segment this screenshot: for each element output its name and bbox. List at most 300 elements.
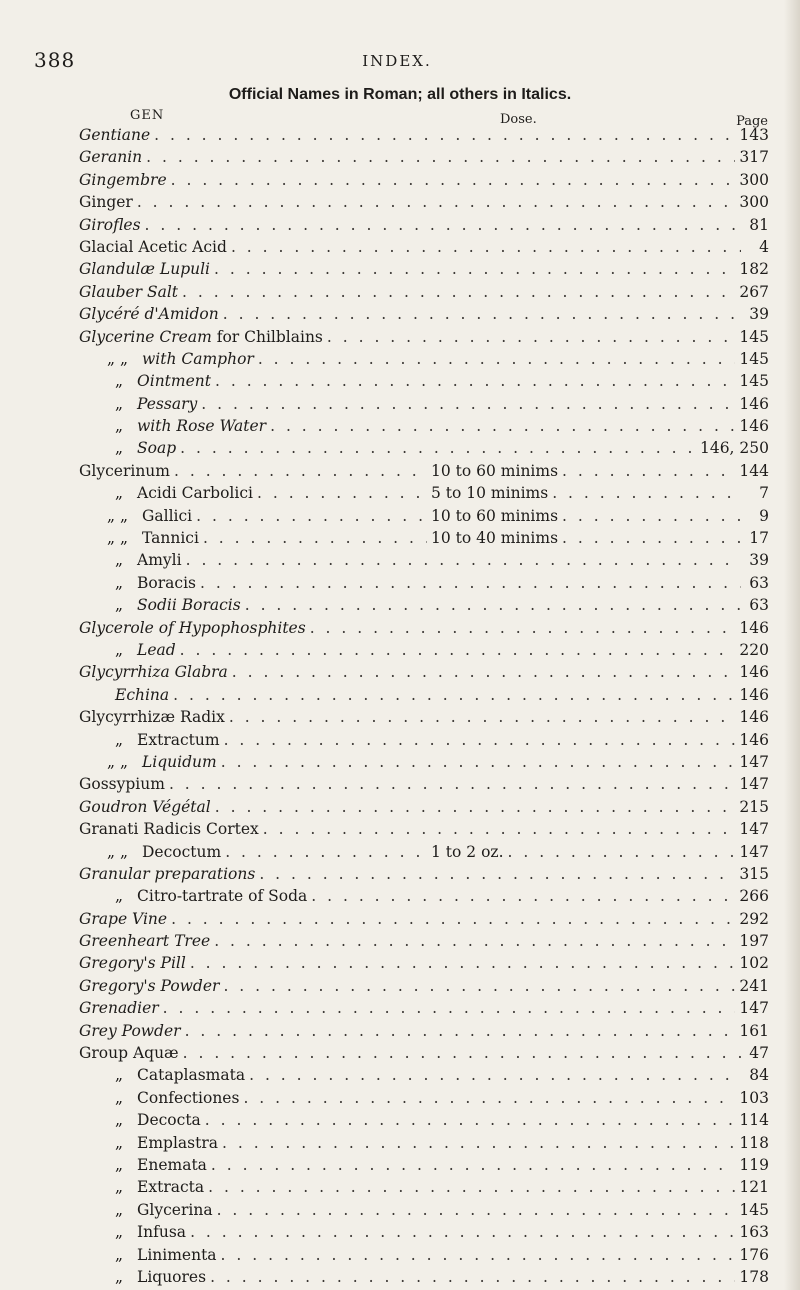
dot-leader: [185, 1022, 736, 1040]
dot-leader: [311, 887, 735, 905]
entry-dose: 5 to 10 minims: [431, 484, 549, 503]
index-entry: [79, 484, 769, 506]
entry-name: [79, 641, 176, 659]
ditto-mark: „: [115, 640, 124, 659]
entry-page: 145: [739, 372, 769, 391]
dot-leader: [222, 1134, 735, 1152]
entry-page: 300: [739, 170, 769, 189]
dot-leader: [203, 529, 427, 547]
entry-name: [79, 999, 159, 1017]
index-entry: [79, 529, 769, 551]
ditto-mark: „ „: [107, 349, 128, 368]
index-entry: [79, 171, 769, 193]
dot-leader: [146, 148, 735, 166]
ditto-mark: „: [115, 1245, 124, 1264]
ditto-mark: „: [115, 1088, 124, 1107]
entry-name: [79, 216, 141, 234]
dot-leader: [221, 1246, 736, 1264]
dot-leader: [215, 372, 735, 390]
entry-name: [79, 126, 150, 144]
ditto-mark: „ „: [107, 752, 128, 771]
index-entry: [79, 820, 769, 842]
index-entry: [79, 1111, 769, 1133]
entry-title: Tannici: [142, 529, 199, 548]
dot-leader: [224, 731, 736, 749]
dot-leader: [245, 596, 741, 614]
dot-leader: [508, 843, 736, 861]
entry-title: Citro-tartrate of Soda: [137, 887, 308, 906]
ditto-mark: „: [115, 394, 124, 413]
ditto-mark: „ „: [107, 506, 128, 525]
dot-leader: [137, 193, 736, 211]
entry-title: with Camphor: [142, 349, 254, 368]
entry-title: Glandulæ Lupuli: [79, 260, 211, 279]
entry-title: Glycerinum: [79, 461, 170, 480]
dot-leader: [186, 551, 741, 569]
entry-title: with Rose Water: [137, 417, 267, 436]
dot-leader: [562, 462, 735, 480]
entry-name: [79, 395, 197, 413]
page-number: 388: [34, 48, 76, 72]
entry-name: [79, 910, 167, 928]
entry-name: [79, 843, 221, 861]
dot-leader: [190, 954, 736, 972]
dot-leader: [249, 1066, 741, 1084]
index-entry: [79, 283, 769, 305]
entry-page: 144: [739, 461, 769, 480]
ditto-mark: „: [115, 1178, 124, 1197]
entry-page: 182: [739, 260, 769, 279]
entry-page: 143: [739, 126, 769, 144]
index-entry: [79, 708, 769, 730]
dot-leader: [183, 1044, 741, 1062]
entry-page: 145: [739, 349, 769, 368]
entry-name: [79, 1044, 179, 1062]
entry-name: [79, 865, 255, 883]
entry-title: Gentiane: [79, 126, 151, 144]
index-entries: [79, 126, 769, 1290]
entry-name: [79, 1268, 206, 1286]
index-entry: [79, 686, 769, 708]
entry-title: Soap: [137, 439, 177, 458]
entry-title: Lead: [137, 640, 176, 659]
entry-name: [79, 551, 182, 569]
entry-title: Infusa: [137, 1223, 187, 1242]
ditto-mark: „: [115, 484, 124, 503]
entry-page: 146: [739, 394, 769, 413]
entry-page: 114: [739, 1111, 769, 1130]
dot-leader: [327, 328, 736, 346]
entry-page: 292: [739, 909, 769, 928]
index-entry: [79, 328, 769, 350]
ditto-mark: „ „: [107, 842, 128, 861]
entry-name: [79, 372, 211, 390]
ditto-mark: „: [115, 1155, 124, 1174]
entry-name: [79, 507, 192, 525]
ditto-mark: „: [115, 1200, 124, 1219]
entry-page: 121: [739, 1178, 769, 1197]
dot-leader: [214, 932, 735, 950]
entry-name: [79, 417, 266, 435]
entry-page: 146: [739, 663, 769, 682]
entry-title: Gregory's Powder: [79, 976, 220, 995]
entry-page: 81: [749, 215, 769, 234]
dot-leader: [270, 417, 735, 435]
index-entry: [79, 1022, 769, 1044]
entry-title: Glycyrrhizæ Radix: [79, 708, 225, 727]
dot-leader: [562, 507, 741, 525]
dot-leader: [145, 216, 741, 234]
entry-name: [79, 238, 227, 256]
entry-name: [79, 753, 217, 771]
entry-title: Decocta: [137, 1111, 201, 1130]
entry-page: 63: [749, 573, 769, 592]
entry-page: 220: [739, 640, 769, 659]
index-entry: [79, 1089, 769, 1111]
entry-page: 103: [739, 1088, 769, 1107]
column-headers: [80, 108, 768, 128]
ditto-mark: „ „: [107, 529, 128, 548]
dot-leader: [200, 574, 741, 592]
index-entry: [79, 551, 769, 573]
dot-leader: [180, 439, 696, 457]
ditto-mark: „: [115, 1133, 124, 1152]
entry-page: 178: [739, 1267, 769, 1286]
running-head: INDEX.: [362, 52, 432, 70]
entry-page: 118: [739, 1133, 769, 1152]
entry-name: [79, 775, 165, 793]
entry-page: 119: [739, 1155, 769, 1174]
dot-leader: [208, 1178, 735, 1196]
entry-page: 163: [739, 1223, 769, 1242]
entry-name: [79, 283, 178, 301]
index-entry: [79, 1201, 769, 1223]
entry-title: Echina: [115, 685, 170, 704]
ditto-mark: „: [115, 551, 124, 570]
dot-leader: [257, 484, 427, 502]
entry-page: 215: [739, 797, 769, 816]
gen-column-header: GEN: [130, 108, 165, 123]
entry-page: 17: [749, 529, 769, 548]
entry-title: Ginger: [79, 193, 133, 212]
entry-title: Grape Vine: [79, 909, 168, 928]
entry-title: Greenheart Tree: [79, 932, 211, 951]
entry-name: [79, 887, 307, 905]
index-entry: [79, 1134, 769, 1156]
entry-name: [79, 529, 199, 547]
dot-leader: [163, 999, 736, 1017]
dot-leader: [215, 798, 736, 816]
entry-title: Glycéré d'Amidon: [79, 305, 219, 324]
entry-name: [79, 686, 169, 704]
index-entry: [79, 641, 769, 663]
index-entry: [79, 865, 769, 887]
entry-name: [79, 596, 241, 614]
entry-name: [79, 260, 210, 278]
entry-name: [79, 663, 228, 681]
entry-title: Group Aquæ: [79, 1044, 179, 1063]
index-entry: [79, 887, 769, 909]
index-entry: [79, 910, 769, 932]
entry-title: Boracis: [137, 573, 196, 592]
index-entry: [79, 932, 769, 954]
entry-title: Emplastra: [137, 1133, 218, 1152]
entry-page: 63: [749, 596, 769, 615]
entry-name: [79, 1201, 213, 1219]
index-entry: [79, 372, 769, 394]
entry-page: 266: [739, 887, 769, 906]
entry-title: Confectiones: [137, 1088, 240, 1107]
index-entry: [79, 1223, 769, 1245]
dot-leader: [552, 484, 741, 502]
dot-leader: [223, 977, 735, 995]
index-entry: [79, 731, 769, 753]
entry-title: Glycyrrhiza Glabra: [79, 663, 228, 682]
entry-title: Granular preparations: [79, 864, 256, 883]
entry-name: [79, 1223, 186, 1241]
ditto-mark: „: [115, 596, 124, 615]
entry-name: [79, 484, 253, 502]
entry-name: [79, 1156, 207, 1174]
index-entry: [79, 619, 769, 641]
entry-title: Gregory's Pill: [79, 954, 186, 973]
entry-title: Girofles: [79, 215, 141, 234]
entry-dose: 10 to 40 minims: [431, 529, 559, 548]
entry-dose: 10 to 60 minims: [431, 506, 559, 525]
entry-title: Glycerole of Hypophosphites: [79, 618, 306, 637]
entry-page: 146: [739, 417, 769, 436]
index-entry: [79, 216, 769, 238]
entry-name: [79, 1066, 245, 1084]
dose-column-header: Dose.: [500, 112, 537, 127]
dot-leader: [173, 686, 735, 704]
entry-name: [79, 977, 219, 995]
entry-name: [79, 574, 196, 592]
entry-name: [79, 708, 225, 726]
entry-page: 267: [739, 282, 769, 301]
entry-page: 300: [739, 193, 769, 212]
entry-title: Liquores: [137, 1267, 207, 1286]
entry-title: Linimenta: [137, 1245, 217, 1264]
entry-title: Cataplasmata: [137, 1066, 246, 1085]
entry-page: 7: [759, 484, 769, 503]
entry-title: Glauber Salt: [79, 282, 179, 301]
entry-page: 146: [739, 685, 769, 704]
index-entry: [79, 1066, 769, 1088]
index-entry: [79, 462, 769, 484]
entry-title: Sodii Boracis: [137, 596, 241, 615]
entry-page: 146: [739, 618, 769, 637]
index-entry: [79, 977, 769, 999]
index-entry: [79, 1044, 769, 1066]
entry-name: [79, 462, 170, 480]
entry-title: Pessary: [137, 394, 198, 413]
dot-leader: [263, 820, 736, 838]
index-entry: [79, 954, 769, 976]
entry-page: 84: [749, 1066, 769, 1085]
entry-name: [79, 350, 254, 368]
index-entry: [79, 753, 769, 775]
entry-page: 4: [759, 237, 769, 256]
index-entry: [79, 775, 769, 797]
dot-leader: [221, 753, 736, 771]
index-entry: [79, 574, 769, 596]
entry-title: Liquidum: [142, 752, 217, 771]
entry-page: 147: [739, 820, 769, 839]
entry-name: [79, 820, 259, 838]
entry-page: 147: [739, 999, 769, 1018]
entry-title: Extracta: [137, 1178, 205, 1197]
index-subtitle: Official Names in Roman; all others in Italics.: [228, 86, 572, 103]
index-entry: [79, 305, 769, 327]
entry-name: [79, 798, 211, 816]
entry-title: Gingembre: [79, 170, 167, 189]
entry-title: Glycerine Cream: [79, 327, 212, 346]
dot-leader: [243, 1089, 735, 1107]
dot-leader: [210, 1268, 735, 1286]
index-entry: [79, 1246, 769, 1268]
entry-page: 197: [739, 932, 769, 951]
entry-name: [79, 1178, 204, 1196]
entry-title: Gossypium: [79, 775, 165, 794]
entry-title: Grenadier: [79, 999, 159, 1018]
ditto-mark: „: [115, 439, 124, 458]
dot-leader: [182, 283, 735, 301]
entry-title: Gallici: [142, 506, 193, 525]
dot-leader: [171, 171, 736, 189]
entry-title: Glycerina: [137, 1200, 213, 1219]
entry-page: 315: [739, 864, 769, 883]
entry-title: Decoctum: [142, 842, 222, 861]
entry-dose: 1 to 2 oz.: [431, 842, 504, 861]
entry-title: Extractum: [137, 730, 220, 749]
dot-leader: [214, 260, 735, 278]
ditto-mark: „: [115, 730, 124, 749]
entry-page: 145: [739, 1200, 769, 1219]
entry-title: Acidi Carbolici: [137, 484, 253, 503]
dot-leader: [205, 1111, 736, 1129]
dot-leader: [259, 865, 735, 883]
index-entry: [79, 350, 769, 372]
entry-name: [79, 1022, 181, 1040]
dot-leader: [180, 641, 736, 659]
entry-page: 241: [739, 976, 769, 995]
entry-name: [79, 619, 306, 637]
dot-leader: [229, 708, 736, 726]
entry-name: [79, 328, 323, 346]
index-entry: [79, 1268, 769, 1290]
index-entry: [79, 395, 769, 417]
ditto-mark: „: [115, 1111, 124, 1130]
index-entry: [79, 843, 769, 865]
entry-page: 161: [739, 1021, 769, 1040]
entry-name: [79, 171, 167, 189]
page-column-header: Page: [736, 114, 768, 129]
page-edge-shadow: [784, 0, 800, 1290]
entry-title: Ointment: [137, 372, 211, 391]
dot-leader: [190, 1223, 735, 1241]
index-entry: [79, 798, 769, 820]
entry-name: [79, 193, 133, 211]
ditto-mark: „: [115, 1223, 124, 1242]
entry-dose: 10 to 60 minims: [431, 461, 559, 480]
entry-name: [79, 932, 210, 950]
dot-leader: [231, 238, 741, 256]
dot-leader: [223, 305, 741, 323]
ditto-mark: „: [115, 417, 124, 436]
entry-page: 147: [739, 775, 769, 794]
entry-title: Grey Powder: [79, 1021, 181, 1040]
index-entry: [79, 439, 769, 461]
entry-name: [79, 148, 142, 166]
entry-page: 102: [739, 954, 769, 973]
dot-leader: [196, 507, 427, 525]
index-entry: [79, 193, 769, 215]
dot-leader: [217, 1201, 736, 1219]
index-entry: [79, 596, 769, 618]
entry-name: [79, 1089, 239, 1107]
entry-name: [79, 1111, 201, 1129]
ditto-mark: „: [115, 372, 124, 391]
entry-page: 47: [749, 1044, 769, 1063]
entry-page: 146: [739, 730, 769, 749]
dot-leader: [169, 775, 735, 793]
dot-leader: [174, 462, 427, 480]
index-entry: [79, 238, 769, 260]
entry-title: Goudron Végétal: [79, 797, 211, 816]
ditto-mark: „: [115, 1267, 124, 1286]
dot-leader: [258, 350, 736, 368]
ditto-mark: „: [115, 887, 124, 906]
entry-page: 147: [739, 842, 769, 861]
dot-leader: [171, 910, 735, 928]
dot-leader: [211, 1156, 735, 1174]
entry-title: Geranin: [79, 148, 143, 167]
index-entry: [79, 1156, 769, 1178]
index-entry: [79, 999, 769, 1021]
index-entry: [79, 417, 769, 439]
index-entry: [79, 663, 769, 685]
entry-page: 176: [739, 1245, 769, 1264]
index-entry: [79, 148, 769, 170]
entry-page: 9: [759, 506, 769, 525]
index-entry: [79, 1178, 769, 1200]
entry-name: [79, 731, 220, 749]
index-entry: [79, 507, 769, 529]
dot-leader: [154, 126, 735, 144]
entry-name: [79, 305, 219, 323]
entry-title: Amyli: [137, 551, 182, 570]
dot-leader: [310, 619, 736, 637]
entry-name: [79, 954, 186, 972]
entry-name: [79, 439, 176, 457]
entry-name: [79, 1246, 217, 1264]
entry-page: 39: [749, 305, 769, 324]
entry-title: Granati Radicis Cortex: [79, 820, 259, 839]
entry-page: 146, 250: [699, 439, 769, 458]
entry-page: 145: [739, 327, 769, 346]
entry-suffix: for Chilblains: [211, 327, 323, 346]
index-entry: [79, 260, 769, 282]
dot-leader: [232, 663, 736, 681]
entry-title: Glacial Acetic Acid: [79, 237, 227, 256]
ditto-mark: „: [115, 1066, 124, 1085]
page-header: [34, 48, 760, 72]
entry-page: 317: [739, 148, 769, 167]
entry-page: 146: [739, 708, 769, 727]
dot-leader: [201, 395, 735, 413]
dot-leader: [562, 529, 741, 547]
